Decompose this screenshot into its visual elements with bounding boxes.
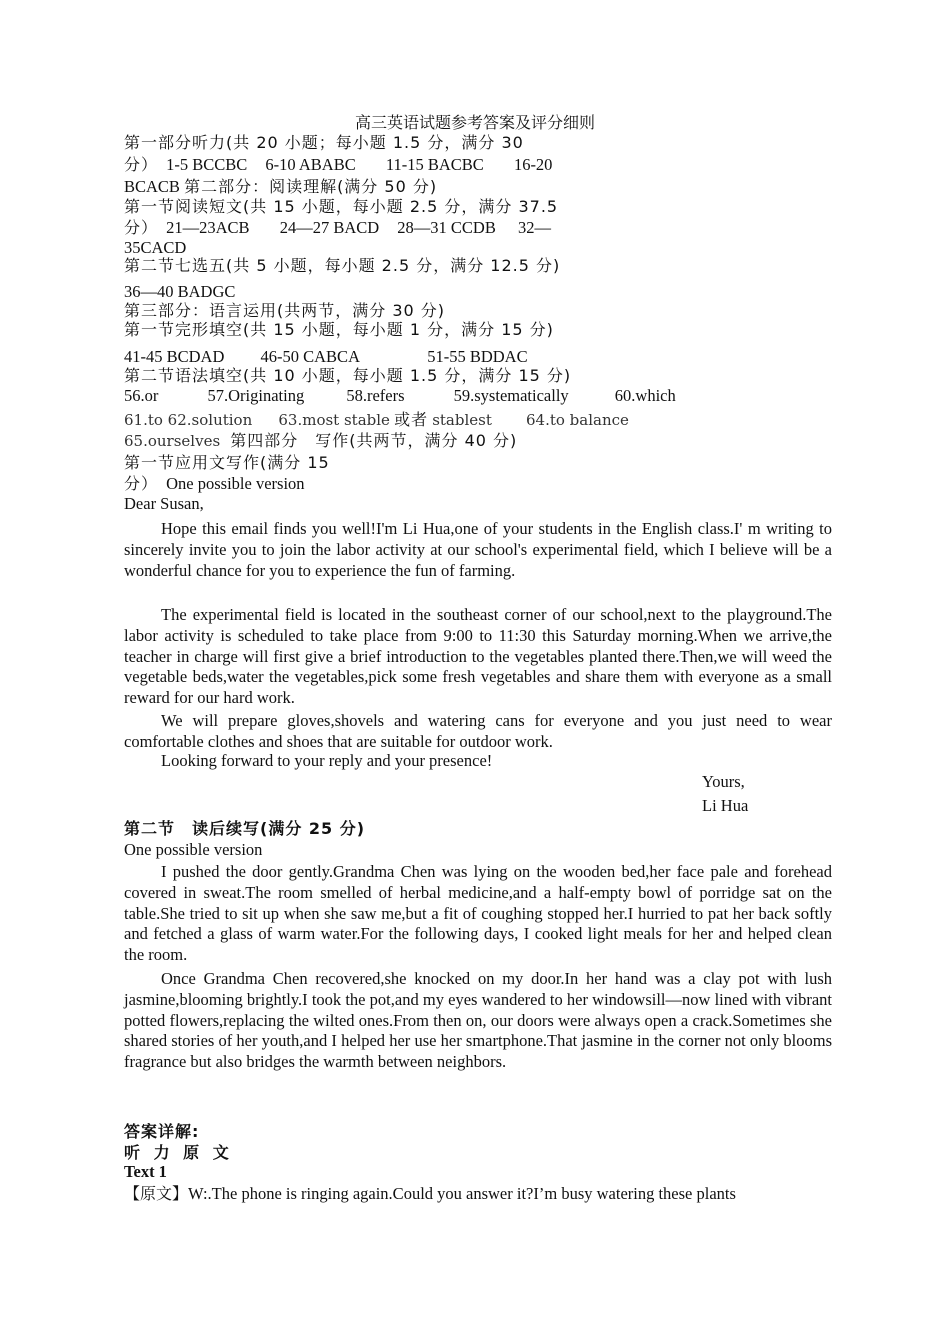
letter-paragraph-2: The experimental field is located in the southeast corner of our school,next to the playground.The labor activity is scheduled to take place from 9:00 to 11:30 this Saturday morning.When we arrive,the teacher in charge will first give a brief introduction to the vegetables planted there.Then,we will weed the vegetable beds,water the vegetables,pick some fresh vegetables and share them with everyone as a small reward for our hard work. [124, 605, 832, 708]
version-label: One possible version [166, 474, 305, 493]
letter-paragraph-1: Hope this email finds you well!I'm Li Hua,one of your students in the English class.I' m writing to sincerely invite you to join the labor activity at our school's experimental field, which I believe will be a wonderful chance for you to experience the fun of farming. [124, 519, 832, 580]
answer-41-45: 41-45 BCDAD [124, 347, 225, 366]
answer-63-or: 或者 [394, 410, 429, 429]
answer-32-35-label: 32— [517, 218, 551, 237]
answer-61-62: 61.to 62.solution [124, 411, 253, 429]
part3-sec2-answers-row1 [124, 386, 676, 406]
letter-paragraph-3: We will prepare gloves,shovels and watering cans for everyone and you just need to wear comfortable clothes and shoes that are suitable for outdoor work. [124, 711, 832, 751]
answer-59: 59.systematically [453, 386, 569, 405]
listening-transcript-heading: 听 力 原 文 [124, 1143, 233, 1162]
part3-sec2-answers-row2 [124, 410, 629, 430]
letter-salutation: Dear Susan, [124, 494, 204, 513]
details-heading: 答案详解: [124, 1122, 200, 1141]
answer-51-55: 51-55 BDDAC [427, 347, 528, 366]
answer-11-15: 11-15 BACBC [385, 155, 484, 174]
answer-58: 58.refers [346, 386, 405, 405]
part3-sec1-answers [124, 347, 528, 367]
answer-65: 65.ourselves [124, 432, 221, 450]
answer-21-23: 21—23ACB [166, 218, 250, 237]
text1-content: W:.The phone is ringing again.Could you answer it?I’m busy watering these plants [188, 1184, 736, 1203]
part1-heading: 第一部分听力(共 20 小题；每小题 1.5 分，满分 30 [124, 133, 524, 152]
answer-24-27: 24—27 BACD [279, 218, 380, 237]
part2-heading: 第二部分：阅读理解(满分 50 分) [184, 177, 438, 196]
original-text-tag: 【原文】 [124, 1184, 189, 1203]
answer-28-31: 28—31 CCDB [397, 218, 496, 237]
part3-sec2-heading: 第二节语法填空(共 10 小题，每小题 1.5 分，满分 15 分) [124, 366, 572, 385]
answer-60: 60.which [614, 386, 676, 405]
part4-sec2-heading: 第二节 读后续写(满分 25 分) [124, 819, 366, 838]
letter-paragraph-4: Looking forward to your reply and your presence! [161, 751, 493, 770]
page-title: 高三英语试题参考答案及评分细则 [354, 113, 595, 132]
part3-sec1-heading: 第一节完形填空(共 15 小题，每小题 1 分，满分 15 分) [124, 320, 554, 339]
answer-57: 57.Originating [207, 386, 305, 405]
part1-heading-end: 分） [124, 155, 159, 174]
answer-63: 63.most stable [278, 411, 390, 429]
part3-heading: 第三部分：语言运用(共两节，满分 30 分) [124, 301, 446, 320]
part4-sec1-heading: 第一节应用文写作(满分 15 [124, 453, 330, 472]
part2-sec2-heading: 第二节七选五(共 5 小题，每小题 2.5 分，满分 12.5 分) [124, 256, 561, 275]
answer-63-alt: stablest [432, 411, 492, 429]
part2-sec1-heading: 第一节阅读短文(共 15 小题，每小题 2.5 分，满分 37.5 [124, 197, 559, 216]
answer-36-40: 36—40 BADGC [124, 282, 236, 301]
story-paragraph-1: I pushed the door gently.Grandma Chen was lying on the wooden bed,her face pale and forehead covered in sweat.The room smelled of herbal medicine,and a half-empty bowl of porridge sat on the table.She tried to sit up when she saw me,but a fit of coughing stopped her.I hurried to pat her back softly and fetched a glass of warm water.For the following days, I cooked light meals for her and helped clean the room. [124, 862, 832, 965]
answer-1-5: 1-5 BCCBC [166, 155, 248, 174]
story-paragraph-2: Once Grandma Chen recovered,she knocked on my door.In her hand was a clay pot with lush jasmine,blooming brightly.I took the pot,and my eyes wandered to her windowsill—now lined with vibrant potted flowers,replacing the wilted ones.From then on, our doors were always open a crack.Sometimes she shared stories of her youth,and I helped her use her smartphone.That jasmine in the corner not only blooms fragrance but also bridges the warmth between neighbors. [124, 969, 832, 1072]
answer-16-20-label: 16-20 [513, 155, 553, 174]
version-label-2: One possible version [124, 840, 263, 859]
part2-sec1-heading-end: 分） [124, 218, 159, 237]
part2-sec1-answers [124, 218, 551, 238]
text1-line [124, 1184, 736, 1204]
part1-answers-row2 [124, 177, 437, 197]
part4-heading: 第四部分 写作(共两节，满分 40 分) [230, 431, 518, 450]
answer-16-20: BCACB [124, 177, 180, 196]
part4-sec1-heading-end: 分） [124, 474, 159, 493]
answer-6-10: 6-10 ABABC [265, 155, 356, 174]
part4-sec1-heading-row2 [124, 474, 305, 494]
part1-answers-row1 [124, 155, 552, 175]
answer-32-35: 35CACD [124, 238, 187, 257]
text1-label: Text 1 [124, 1162, 167, 1181]
answer-64: 64.to balance [526, 411, 629, 429]
answer-46-50: 46-50 CABCA [260, 347, 360, 366]
part3-sec2-answers-row3 [124, 431, 517, 451]
letter-closing: Yours, [702, 772, 745, 791]
answer-56: 56.or [124, 386, 159, 405]
letter-signature: Li Hua [702, 796, 749, 815]
